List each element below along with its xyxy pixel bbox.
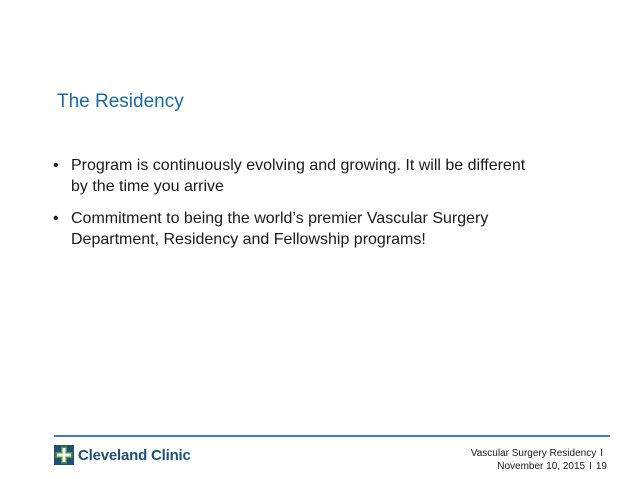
footer-date-line bbox=[471, 460, 607, 473]
footer-divider bbox=[54, 435, 610, 437]
bullet-text: Commitment to being the world’s premier Vascular Surgery Department, Residency and Fellowship programs! bbox=[71, 210, 489, 248]
page-number: 19 bbox=[595, 461, 607, 472]
bullet-list bbox=[53, 155, 543, 261]
bullet-marker: • bbox=[53, 210, 59, 227]
cleveland-clinic-logo bbox=[54, 444, 191, 466]
bullet-text: Program is continuously evolving and growing. It will be different by the time you arrive bbox=[71, 157, 526, 195]
logo-text: Cleveland Clinic bbox=[78, 446, 191, 464]
footer-title-line bbox=[471, 447, 607, 460]
bullet-item bbox=[53, 155, 543, 197]
presentation-title: Vascular Surgery Residency bbox=[470, 448, 597, 459]
separator: I bbox=[600, 448, 603, 459]
separator: I bbox=[589, 461, 592, 472]
footer-date: November 10, 2015 bbox=[497, 461, 586, 472]
cleveland-clinic-cross-icon bbox=[54, 445, 74, 465]
slide-title: The Residency bbox=[57, 91, 184, 112]
bullet-item bbox=[53, 208, 543, 250]
bullet-marker: • bbox=[53, 157, 59, 174]
footer-info bbox=[471, 447, 607, 473]
